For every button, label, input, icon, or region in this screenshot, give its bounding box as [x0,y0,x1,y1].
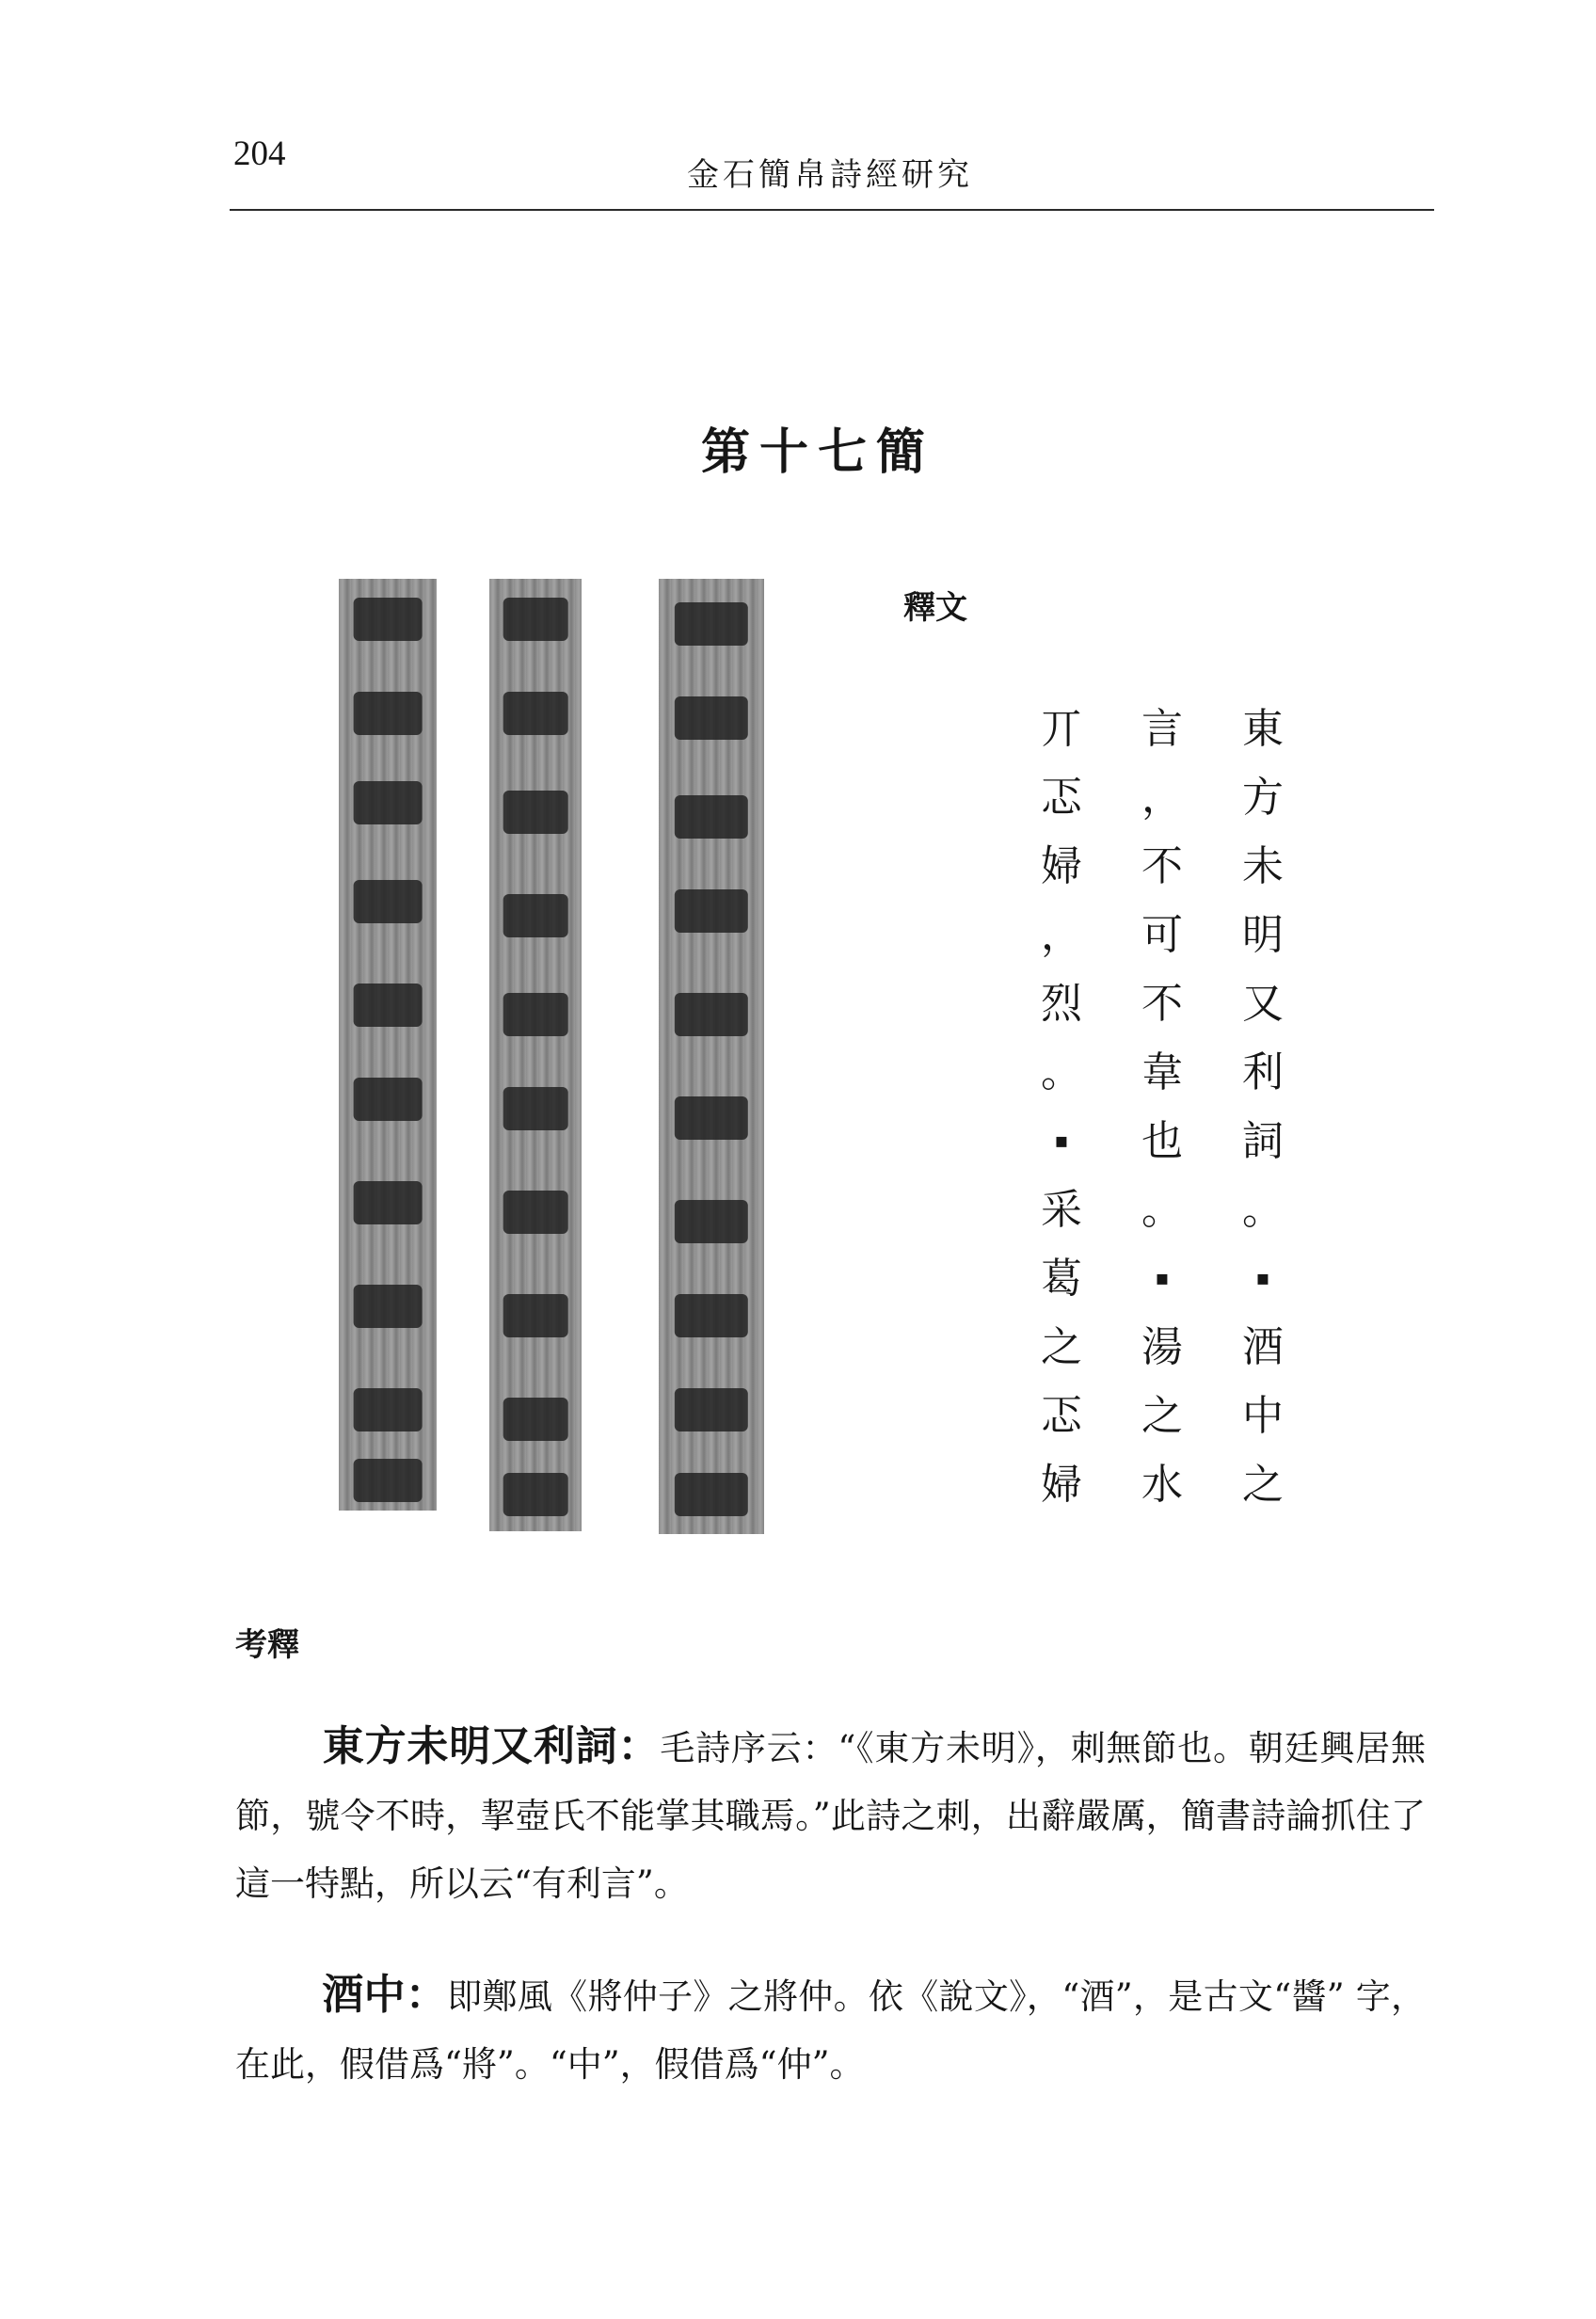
transcription-char: 不 [1141,980,1183,1028]
transcription-char: 。 [1242,1186,1284,1234]
transcription-column-1 [1233,695,1293,1519]
transcription-label: 釋文 [903,589,967,627]
transcription-char: 。 [1041,1048,1082,1096]
transcription-char: 婦 [1041,1461,1082,1509]
section-title: 第十七簡 [701,424,935,481]
section-mark: ▪ [1054,1129,1069,1153]
transcription-char: 東 [1242,705,1284,753]
transcription-char: 酒 [1242,1323,1284,1371]
transcription-char: 。 [1141,1186,1183,1234]
transcription-char: 婦 [1041,842,1082,890]
transcription-char: 中 [1242,1392,1284,1440]
transcription-char: 又 [1242,980,1284,1028]
transcription-char: 水 [1141,1461,1183,1509]
transcription-char: 葛 [1041,1255,1082,1303]
page-number: 204 [233,135,286,173]
transcription-char: ， [1041,911,1082,959]
commentary-term: 東方未明又利詞： [322,1722,661,1770]
transcription-char: 烈 [1041,980,1082,1028]
bamboo-slip-left [339,579,437,1511]
transcription-char: 之 [1242,1461,1284,1509]
bamboo-slip-right [659,579,764,1534]
transcription-char: 忑 [1041,1392,1082,1440]
section-mark: ▪ [1255,1267,1270,1290]
transcription-char: 丌 [1041,705,1082,753]
header-rule [230,209,1434,211]
transcription-char: 不 [1141,842,1183,890]
transcription-column-3 [1031,695,1092,1519]
running-header-title: 金石簡帛詩經研究 [687,156,973,194]
transcription-char: 之 [1041,1323,1082,1371]
transcription-char: 可 [1141,911,1183,959]
transcription-char: 湯 [1141,1323,1183,1371]
commentary-label: 考釋 [235,1626,299,1664]
transcription-char: 韋 [1141,1048,1183,1096]
transcription-char: 也 [1141,1117,1183,1165]
transcription-char: 詞 [1242,1117,1284,1165]
transcription-char: 未 [1242,842,1284,890]
transcription-char: 明 [1242,911,1284,959]
transcription-char: ， [1141,774,1183,822]
section-mark: ▪ [1155,1267,1170,1290]
bamboo-slip-photo [339,579,767,1534]
transcription-char: 利 [1242,1048,1284,1096]
transcription-char: 忑 [1041,774,1082,822]
transcription-char: 采 [1041,1186,1082,1234]
transcription-char: 方 [1242,774,1284,822]
transcription-char: 言 [1141,705,1183,753]
transcription-char: 之 [1141,1392,1183,1440]
bamboo-slip-middle [489,579,582,1531]
commentary-text: 毛詩序云：“《東方未明》，刺無節也。朝廷興居無節，號令不時，挈壺氏不能掌其職焉。”此詩之刺，出辭嚴厲，簡書詩論抓住了這一特點，所以云“有利言”。 [235,1728,1426,1904]
commentary-paragraph-1 [235,1713,1426,1918]
transcription-column-2 [1132,695,1192,1519]
commentary-text: 即鄭風《將仲子》之將仲。依《說文》，“酒”，是古文“醬” 字，在此，假借爲“將”。“中”，假借爲“仲”。 [235,1976,1427,2085]
commentary-term: 酒中： [322,1971,448,2019]
commentary-paragraph-2 [235,1961,1426,2099]
